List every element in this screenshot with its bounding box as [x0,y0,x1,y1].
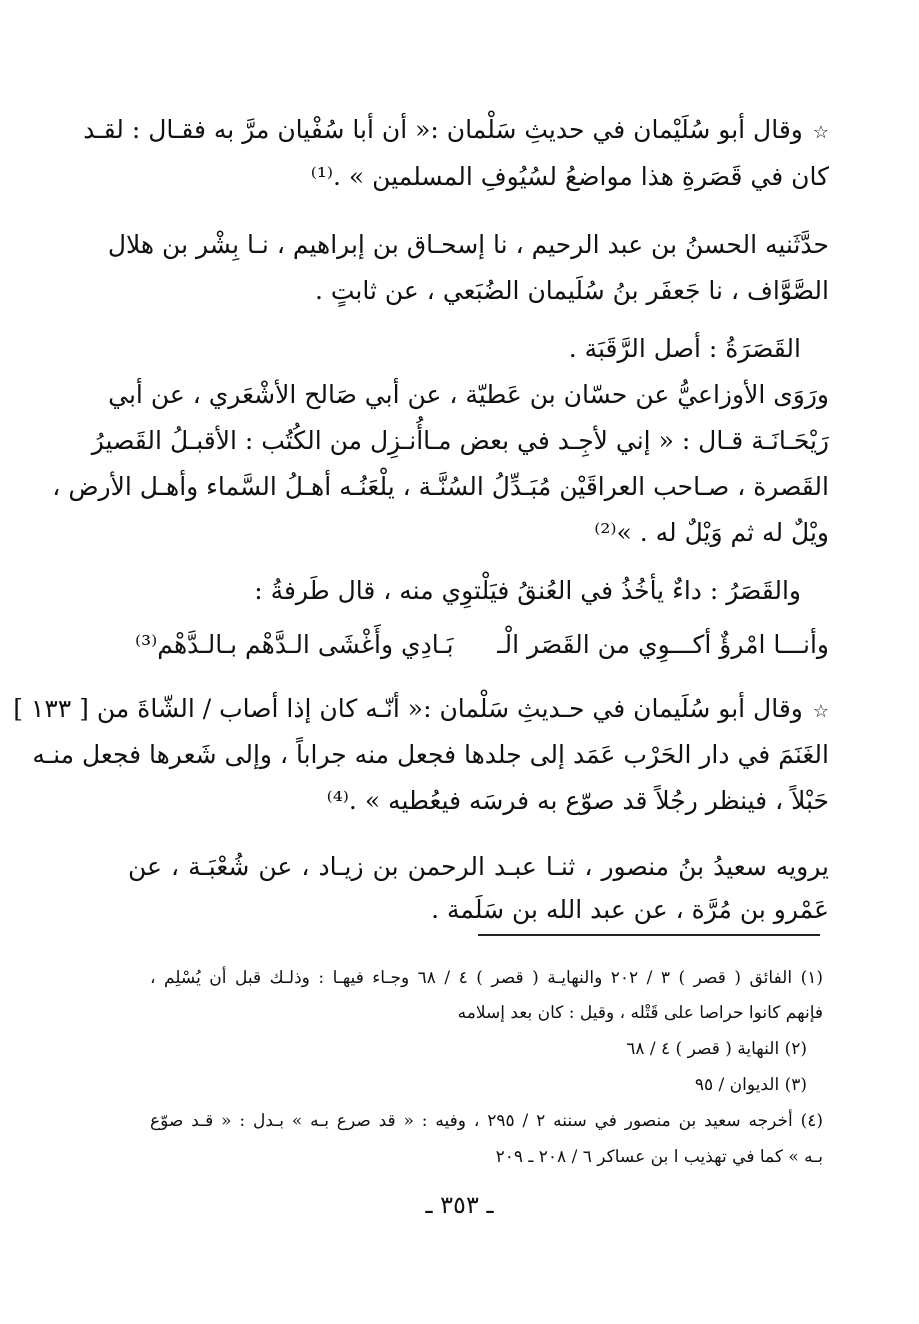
footnote-line: (١) الفائق ( قصر ) ٣ / ٢٠٢ والنهايـة ( قصر ) ٤ / ٦٨ وجـاء فيهـا : وذلـك قبل أن يُسْلِم ، [150,968,823,988]
text-line: رَيْحَـانَـة قـال : « إني لأجِـد في بعض مـاأُنـزِل من الكُتُب : الأقبـلُ القَصيرُ [91,426,829,455]
footnote-line: فإنهم كانوا حراصا على قَتْله ، وقيل : كان بعد إسلامه [457,1003,823,1023]
text-line: الصَّوَّاف ، نا جَعفَر بنُ سُلَيمان الضُبَعي ، عن ثابتٍ . [314,276,829,305]
footnote-line: (٢) النهاية ( قصر ) ٤ / ٦٨ [626,1039,807,1059]
text-line: حَبْلاً ، فينظر رجُلاً قد صوّع به فرسَه فيعُطيه » .⁽⁴⁾ [326,786,829,815]
text-line: الغَنَمَ في دار الحَرْب عَمَد إلى جلدها فجعل منه جراباً ، وإلى شَعرها فجعل منـه [32,740,829,769]
text-line: القَصرة ، صـاحب العراقَيْن مُبَـدِّلُ السُنَّـة ، يلْعَنُـه أهـلُ السَّماء وأهـل الأرض ، [52,472,829,501]
text-line: حدَّثَنيه الحسنُ بن عبد الرحيم ، نا إسحـاق بن إبراهيم ، نـا بِشْر بن هلال [107,230,829,259]
text-line: ☆وقال أبو سُلَيْمان في حديثِ سَلْمان :« أن أبا سُفْيان مرَّ به فقـال : لقـد [83,115,829,144]
footnote-line: بـه » كما في تهذيب ا بن عساكر ٦ / ٢٠٨ ـ ٢٠٩ [495,1147,823,1167]
star-icon: ☆ [812,122,829,143]
text-line: يرويه سعيدُ بنُ منصور ، ثنـا عبـد الرحمن بن زيـاد ، عن شُعْبَـة ، عن [128,852,829,881]
text-line: كان في قَصَرةِ هذا مواضعُ لسُيُوفِ المسلمين » .⁽¹⁾ [310,162,829,191]
star-icon: ☆ [812,701,829,722]
footnote-separator [478,934,820,936]
text-line: ورَوَى الأوزاعيُّ عن حسّان بن عَطيّة ، عن أبي صَالح الأشْعَري ، عن أبي [108,380,829,409]
text-line: ويْلٌ له ثم وَيْلٌ له . »⁽²⁾ [594,518,829,547]
verse-hemistich-right: وأنـــا امْرؤٌ أكـــوِي من القَصَر الْـ [497,630,829,659]
footnote-line: (٣) الديوان / ٩٥ [694,1075,807,1095]
text-line: والقَصَرُ : داءٌ يأخُذُ في العُنقُ فيَلْتوِي منه ، قال طَرفةُ : [254,576,801,605]
page-number: ـ ٣٥٣ ـ [425,1191,494,1219]
text-line: ☆وقال أبو سُلَيمان في حـديثِ سَلْمان :« أنّـه كان إذا أصاب / الشّاةَ من [ ١٣٣ ] [13,694,829,723]
footnote-line: (٤) أخرجه سعيد بن منصور في سننه ٢ / ٢٩٥ ، وفيه : « قد صرع بـه » بـدل : « قـد صوّع [150,1111,824,1131]
text-line: عَمْرو بن مُرَّة ، عن عبد الله بن سَلَمة . [431,895,829,924]
text-line: القَصَرَةُ : أصل الرَّقَبَة . [568,334,801,363]
verse-hemistich-left: بَـادِي وأَغْشَى الـدَّهْم بـالـدَّهْم⁽³⁾ [135,630,454,659]
